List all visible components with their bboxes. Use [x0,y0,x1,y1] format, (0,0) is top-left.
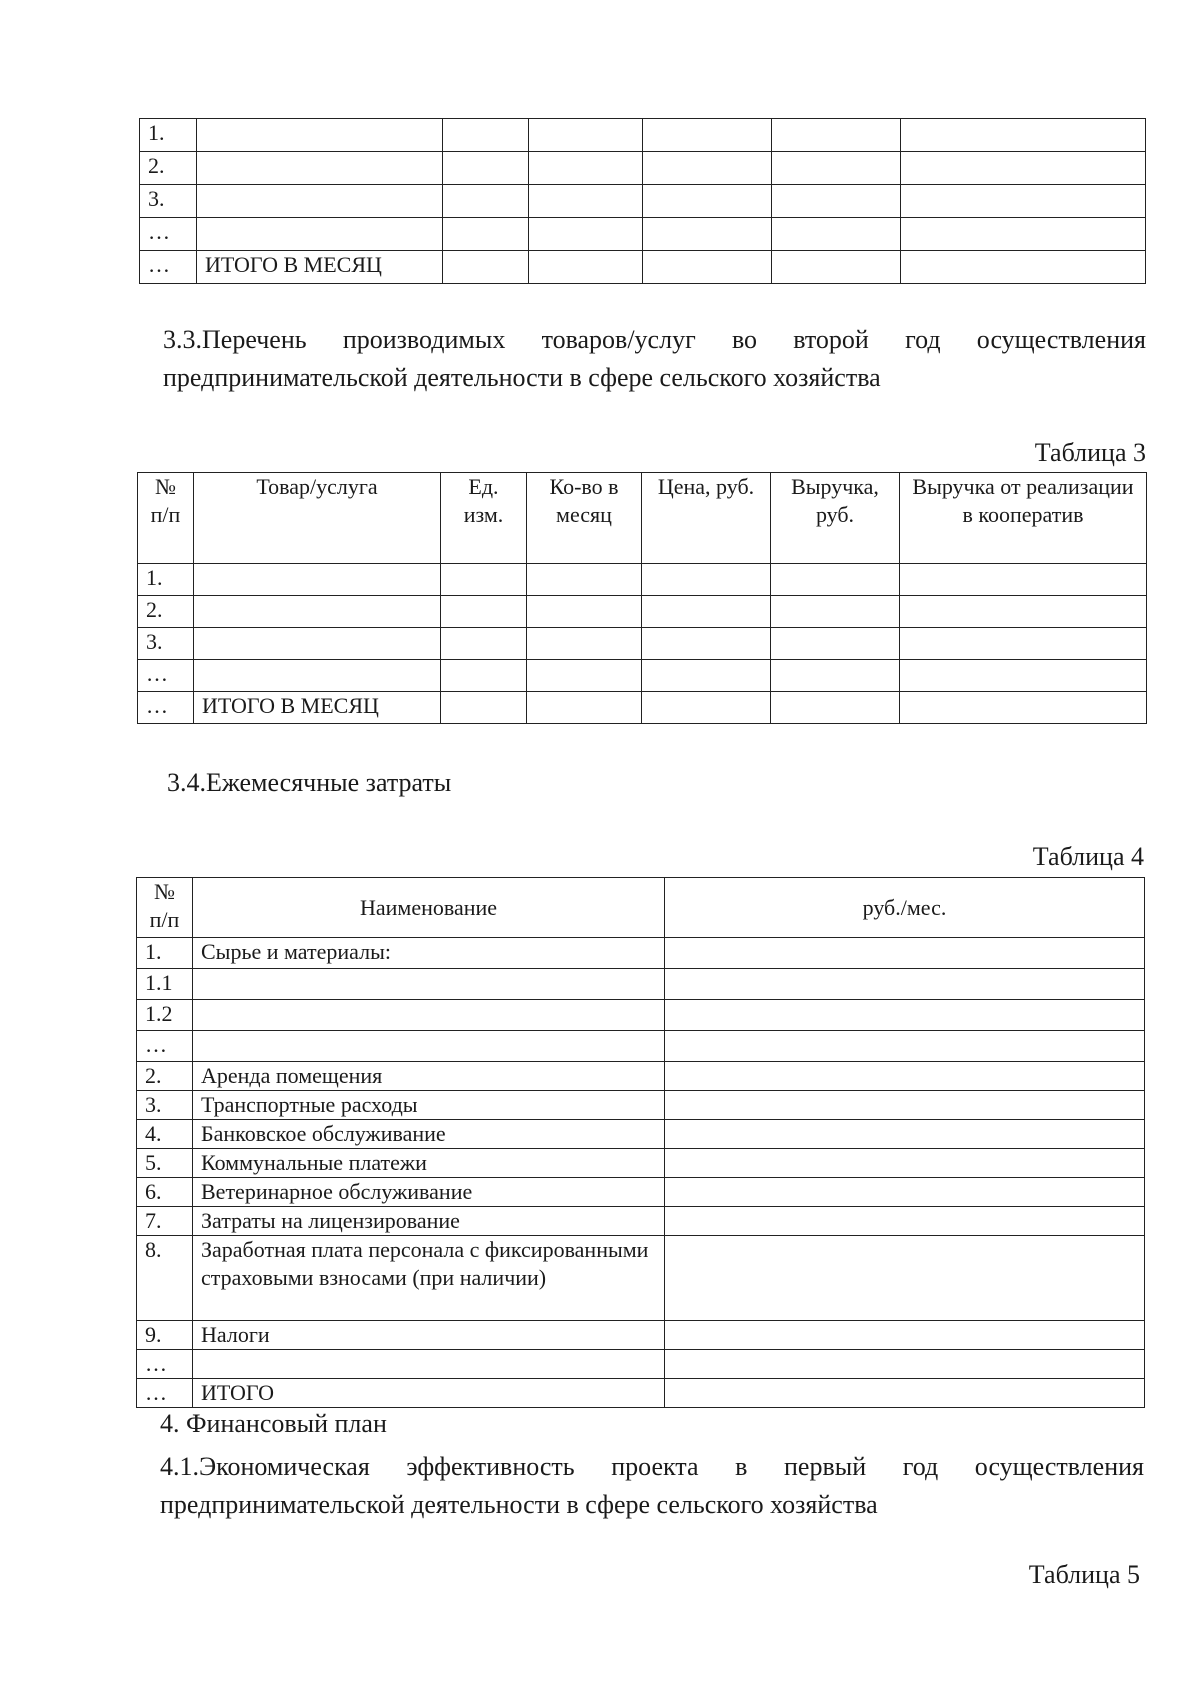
row-label: ИТОГО В МЕСЯЦ [197,251,443,284]
table-row [137,1149,1145,1178]
table-row [137,1091,1145,1120]
row-number: 3. [138,628,194,660]
row-name [193,1031,665,1062]
row-number: 8. [137,1236,193,1321]
row-number: 1.1 [137,969,193,1000]
row-number: 4. [137,1120,193,1149]
header-quantity: Ко-во в месяц [527,473,642,564]
header-product: Товар/услуга [194,473,441,564]
table-row [137,1350,1145,1379]
row-name [193,969,665,1000]
table-row [140,185,1146,218]
table-row-total [138,692,1147,724]
row-number: … [138,660,194,692]
table-row [137,1031,1145,1062]
table-row [137,938,1145,969]
row-number: 1. [137,938,193,969]
table-row [137,1000,1145,1031]
row-number: 1. [138,564,194,596]
table5-caption: Таблица 5 [1028,1560,1140,1589]
header-name: Наименование [193,878,665,938]
table-row [138,660,1147,692]
table3 [137,472,1147,724]
section-4-1-text: 4.1.Экономическая эффективность проекта в первый год осуществления предпринимательской деятельности в сфере сельского хозяйства [160,1452,1144,1519]
table-row [137,969,1145,1000]
row-number: … [138,692,194,724]
row-name: Налоги [193,1321,665,1350]
table-row [140,119,1146,152]
header-number: № п/п [137,878,193,938]
row-name [193,1000,665,1031]
row-label [197,218,443,251]
table4 [136,877,1145,1408]
table4-caption: Таблица 4 [1032,842,1144,871]
row-name: Ветеринарное обслуживание [193,1178,665,1207]
table-row [138,564,1147,596]
header-revenue: Выручка, руб. [771,473,900,564]
table-row [137,1236,1145,1321]
header-number: № п/п [138,473,194,564]
table-row [140,218,1146,251]
row-name: Сырье и материалы: [193,938,665,969]
row-name: ИТОГО [193,1379,665,1408]
row-number: … [137,1031,193,1062]
table-top [139,118,1146,284]
table3-header-row [138,473,1147,564]
header-coop-revenue: Выручка от реализации в кооператив [900,473,1147,564]
row-name: Заработная плата персонала с фиксированными страховыми взносами (при наличии) [193,1236,665,1321]
row-label [194,596,441,628]
row-number: 3. [137,1091,193,1120]
row-number: 1. [140,119,197,152]
row-label: ИТОГО В МЕСЯЦ [194,692,441,724]
row-number: … [137,1350,193,1379]
section-3-3-text: 3.3.Перечень производимых товаров/услуг во второй год осуществления предпринимательской деятельности в сфере сельского хозяйства [163,325,1146,392]
table-row [140,152,1146,185]
table-row [137,1207,1145,1236]
section-4-heading: 4. Финансовый план [160,1409,387,1438]
row-label [197,152,443,185]
table-row [137,1178,1145,1207]
table3-caption: Таблица 3 [1034,438,1146,467]
row-name [193,1350,665,1379]
table-row-total [137,1379,1145,1408]
row-number: 2. [137,1062,193,1091]
row-number: 9. [137,1321,193,1350]
row-name: Затраты на лицензирование [193,1207,665,1236]
table-row [138,628,1147,660]
row-label [194,628,441,660]
row-number: … [140,218,197,251]
row-number: 6. [137,1178,193,1207]
row-number: 1.2 [137,1000,193,1031]
header-price: Цена, руб. [642,473,771,564]
table-row [137,1321,1145,1350]
table4-header-row [137,878,1145,938]
table-row [137,1120,1145,1149]
header-rub-per-month: руб./мес. [665,878,1145,938]
row-name: Банковское обслуживание [193,1120,665,1149]
row-name: Коммунальные платежи [193,1149,665,1178]
row-number: … [140,251,197,284]
row-name: Транспортные расходы [193,1091,665,1120]
row-label [197,119,443,152]
row-number: 2. [140,152,197,185]
row-number: 5. [137,1149,193,1178]
table-row [137,1062,1145,1091]
row-label [197,185,443,218]
row-name: Аренда помещения [193,1062,665,1091]
row-label [194,564,441,596]
header-unit: Ед. изм. [441,473,527,564]
section-3-4-heading: 3.4.Ежемесячные затраты [167,768,452,797]
table-row [138,596,1147,628]
row-label [194,660,441,692]
row-number: … [137,1379,193,1408]
row-number: 7. [137,1207,193,1236]
row-number: 2. [138,596,194,628]
table-row-total [140,251,1146,284]
row-number: 3. [140,185,197,218]
